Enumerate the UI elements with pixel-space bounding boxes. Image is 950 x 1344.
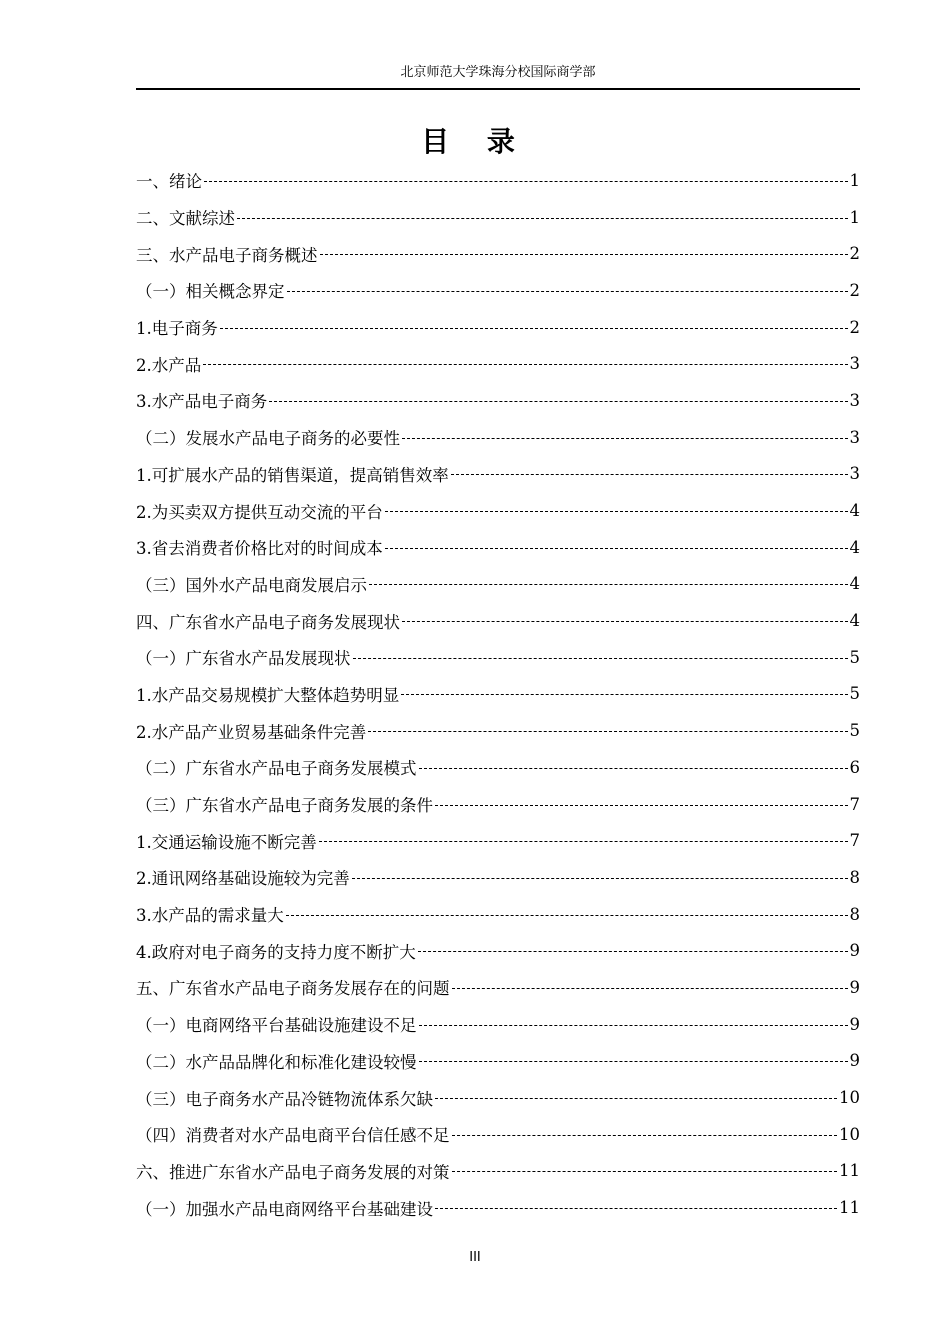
toc-entry-label: （三）广东省水产品电子商务发展的条件	[136, 796, 433, 816]
toc-dot-leader	[435, 805, 848, 806]
toc-entry[interactable]	[136, 456, 860, 493]
toc-dot-leader	[286, 915, 848, 916]
toc-entry-page: 3	[849, 354, 860, 374]
toc-dot-leader	[220, 328, 848, 329]
toc-entry-label: （二）广东省水产品电子商务发展模式	[136, 759, 417, 779]
toc-entry-label: 三、水产品电子商务概述	[136, 245, 318, 265]
toc-entry-page: 5	[849, 721, 860, 741]
toc-entry-page: 7	[849, 794, 860, 814]
toc-entry[interactable]	[136, 749, 860, 786]
toc-entry[interactable]	[136, 345, 860, 382]
toc-entry[interactable]	[136, 822, 860, 859]
toc-entry[interactable]	[136, 199, 860, 236]
toc-entry-page: 4	[849, 537, 860, 557]
toc-dot-leader	[385, 511, 848, 512]
toc-entry-label: 六、推进广东省水产品电子商务发展的对策	[136, 1162, 450, 1182]
toc-entry[interactable]	[136, 1189, 860, 1226]
toc-dot-leader	[369, 584, 848, 585]
page-title: 目 录	[421, 125, 529, 158]
toc-entry[interactable]	[136, 529, 860, 566]
page-number: III	[469, 1250, 481, 1265]
toc-entry-page: 9	[849, 941, 860, 961]
toc-dot-leader	[452, 1171, 838, 1172]
toc-dot-leader	[353, 658, 848, 659]
toc-dot-leader	[385, 548, 848, 549]
toc-entry[interactable]	[136, 1079, 860, 1116]
toc-entry[interactable]	[136, 896, 860, 933]
toc-entry[interactable]	[136, 492, 860, 529]
toc-entry-label: （四）消费者对水产品电商平台信任感不足	[136, 1126, 450, 1146]
toc-entry[interactable]	[136, 566, 860, 603]
toc-entry-label: 1.电子商务	[136, 319, 218, 339]
toc-dot-leader	[269, 401, 847, 402]
toc-dot-leader	[451, 474, 848, 475]
toc-entry-label: （一）电商网络平台基础设施建设不足	[136, 1016, 417, 1036]
toc-entry-label: （一）加强水产品电商网络平台基础建设	[136, 1199, 433, 1219]
toc-entry-page: 10	[839, 1124, 860, 1144]
toc-dot-leader	[418, 951, 848, 952]
toc-entry-page: 3	[849, 464, 860, 484]
toc-entry[interactable]	[136, 419, 860, 456]
toc-entry[interactable]	[136, 382, 860, 419]
toc-dot-leader	[435, 1098, 837, 1099]
toc-entry-page: 3	[849, 427, 860, 447]
toc-entry-page: 2	[849, 317, 860, 337]
toc-entry-page: 1	[849, 207, 860, 227]
toc-entry-label: （二）发展水产品电子商务的必要性	[136, 429, 400, 449]
toc-entry-page: 5	[849, 647, 860, 667]
toc-entry[interactable]	[136, 162, 860, 199]
toc-entry-label: （三）电子商务水产品冷链物流体系欠缺	[136, 1089, 433, 1109]
toc-entry[interactable]	[136, 932, 860, 969]
toc-entry-page: 4	[849, 611, 860, 631]
toc-dot-leader	[203, 364, 847, 365]
toc-entry-label: 二、文献综述	[136, 209, 235, 229]
toc-entry-page: 9	[849, 1051, 860, 1071]
toc-entry-label: 2.通讯网络基础设施较为完善	[136, 869, 350, 889]
toc-entry[interactable]	[136, 272, 860, 309]
toc-entry-label: （三）国外水产品电商发展启示	[136, 575, 367, 595]
table-of-contents	[136, 162, 860, 1226]
toc-dot-leader	[419, 1061, 848, 1062]
toc-dot-leader	[352, 878, 848, 879]
toc-entry-page: 8	[849, 867, 860, 887]
toc-entry-label: 1.水产品交易规模扩大整体趋势明显	[136, 685, 400, 705]
toc-dot-leader	[419, 768, 848, 769]
toc-entry[interactable]	[136, 1043, 860, 1080]
toc-entry-label: （二）水产品品牌化和标准化建设较慢	[136, 1052, 417, 1072]
toc-entry[interactable]	[136, 602, 860, 639]
toc-dot-leader	[401, 694, 847, 695]
toc-entry-page: 4	[849, 501, 860, 521]
toc-entry-page: 9	[849, 1014, 860, 1034]
toc-entry-label: 四、广东省水产品电子商务发展现状	[136, 612, 400, 632]
toc-entry-label: 3.省去消费者价格比对的时间成本	[136, 539, 383, 559]
toc-entry[interactable]	[136, 786, 860, 823]
toc-entry[interactable]	[136, 309, 860, 346]
toc-entry-page: 3	[849, 390, 860, 410]
toc-entry-label: 五、广东省水产品电子商务发展存在的问题	[136, 979, 450, 999]
toc-entry[interactable]	[136, 969, 860, 1006]
toc-entry[interactable]	[136, 676, 860, 713]
toc-entry-label: 3.水产品电子商务	[136, 392, 268, 412]
toc-dot-leader	[419, 1025, 848, 1026]
toc-entry-label: （一）广东省水产品发展现状	[136, 649, 351, 669]
toc-entry-page: 5	[849, 684, 860, 704]
toc-dot-leader	[452, 988, 848, 989]
toc-entry-page: 9	[849, 977, 860, 997]
toc-entry-label: 2.为买卖双方提供互动交流的平台	[136, 502, 383, 522]
toc-entry-page: 2	[849, 280, 860, 300]
toc-entry-label: 1.可扩展水产品的销售渠道，提高销售效率	[136, 465, 449, 485]
toc-entry[interactable]	[136, 859, 860, 896]
toc-entry-page: 10	[839, 1088, 860, 1108]
toc-dot-leader	[435, 1208, 837, 1209]
toc-entry-label: 1.交通运输设施不断完善	[136, 832, 317, 852]
page-number-footer	[0, 1250, 950, 1265]
toc-entry-label: 2.水产品	[136, 355, 202, 375]
toc-entry-label: 4.政府对电子商务的支持力度不断扩大	[136, 942, 416, 962]
toc-entry-page: 11	[839, 1198, 860, 1218]
toc-dot-leader	[402, 438, 848, 439]
toc-dot-leader	[204, 181, 848, 182]
toc-entry-page: 11	[839, 1161, 860, 1181]
header-text: 北京师范大学珠海分校国际商学部	[400, 65, 596, 80]
toc-entry[interactable]	[136, 639, 860, 676]
toc-entry-page: 2	[849, 244, 860, 264]
toc-entry-page: 4	[849, 574, 860, 594]
toc-dot-leader	[320, 254, 848, 255]
toc-dot-leader	[402, 621, 848, 622]
toc-entry-page: 8	[849, 904, 860, 924]
toc-entry-page: 7	[849, 831, 860, 851]
toc-entry[interactable]	[136, 235, 860, 272]
toc-entry-page: 1	[849, 170, 860, 190]
toc-dot-leader	[319, 841, 848, 842]
toc-entry-label: 一、绪论	[136, 172, 202, 192]
toc-entry-label: （一）相关概念界定	[136, 282, 285, 302]
toc-entry-page: 6	[849, 757, 860, 777]
toc-dot-leader	[368, 731, 847, 732]
running-header	[136, 62, 860, 90]
toc-entry[interactable]	[136, 1153, 860, 1190]
toc-entry[interactable]	[136, 1116, 860, 1153]
toc-entry-label: 3.水产品的需求量大	[136, 906, 284, 926]
toc-dot-leader	[237, 218, 848, 219]
toc-entry[interactable]	[136, 1006, 860, 1043]
toc-entry-label: 2.水产品产业贸易基础条件完善	[136, 722, 367, 742]
toc-dot-leader	[452, 1135, 838, 1136]
toc-dot-leader	[287, 291, 848, 292]
toc-entry[interactable]	[136, 712, 860, 749]
